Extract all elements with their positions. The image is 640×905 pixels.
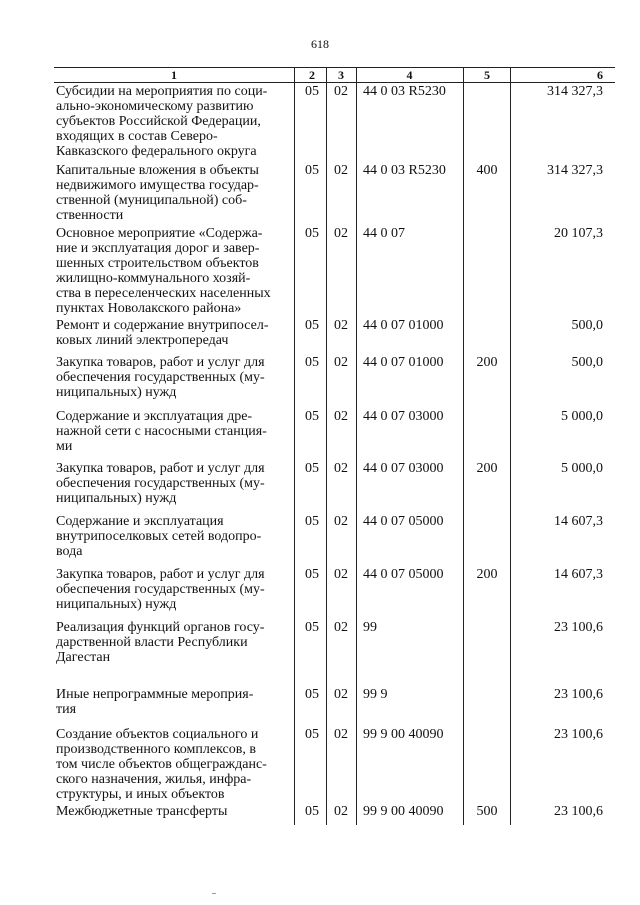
row-subsection: 02 <box>334 355 348 370</box>
row-section: 05 <box>305 687 319 702</box>
row-target-code: 44 0 03 R5230 <box>363 84 446 99</box>
row-target-code: 44 0 07 03000 <box>363 409 444 424</box>
row-name: Межбюджетные трансферты <box>56 804 228 819</box>
row-subsection: 02 <box>334 163 348 178</box>
row-target-code: 44 0 03 R5230 <box>363 163 446 178</box>
row-amount: 500,0 <box>571 318 603 333</box>
row-name: Иные непрограммные мероприя- тия <box>56 687 254 717</box>
row-section: 05 <box>305 318 319 333</box>
header-col-6: 6 <box>597 68 603 82</box>
table-header <box>54 67 615 83</box>
row-expense-type: 200 <box>476 461 498 476</box>
row-target-code: 99 9 00 40090 <box>363 804 444 819</box>
row-subsection: 02 <box>334 804 348 819</box>
row-subsection: 02 <box>334 318 348 333</box>
row-target-code: 44 0 07 01000 <box>363 318 444 333</box>
row-amount: 23 100,6 <box>554 687 603 702</box>
row-name: Капитальные вложения в объекты недвижимого имущества государ- ственной (муниципальной) соб- ственности <box>56 163 259 223</box>
row-amount: 314 327,3 <box>547 163 603 178</box>
scan-artifact <box>212 893 216 894</box>
row-section: 05 <box>305 226 319 241</box>
header-col-1: 1 <box>171 68 177 82</box>
budget-table <box>54 67 615 819</box>
column-divider <box>326 67 327 825</box>
row-target-code: 44 0 07 05000 <box>363 514 444 529</box>
row-name: Закупка товаров, работ и услуг для обеспечения государственных (му- ниципальных) нужд <box>56 355 265 400</box>
row-subsection: 02 <box>334 567 348 582</box>
row-target-code: 44 0 07 <box>363 226 405 241</box>
row-section: 05 <box>305 567 319 582</box>
row-expense-type: 200 <box>476 355 498 370</box>
row-subsection: 02 <box>334 409 348 424</box>
row-subsection: 02 <box>334 226 348 241</box>
row-subsection: 02 <box>334 687 348 702</box>
row-section: 05 <box>305 84 319 99</box>
row-section: 05 <box>305 355 319 370</box>
row-section: 05 <box>305 163 319 178</box>
row-expense-type: 400 <box>476 163 498 178</box>
row-amount: 314 327,3 <box>547 84 603 99</box>
row-name: Создание объектов социального и производственного комплексов, в том числе объектов общегражданс- ского назначения, жилья, инфра- структуры, и иных объектов <box>56 727 267 802</box>
row-target-code: 99 9 <box>363 687 388 702</box>
header-col-4: 4 <box>406 68 413 82</box>
column-divider <box>510 67 511 825</box>
row-amount: 20 107,3 <box>554 226 603 241</box>
row-target-code: 99 <box>363 620 377 635</box>
row-section: 05 <box>305 804 319 819</box>
row-section: 05 <box>305 620 319 635</box>
row-subsection: 02 <box>334 461 348 476</box>
row-name: Ремонт и содержание внутрипосел- ковых линий электропередач <box>56 318 269 348</box>
row-expense-type: 500 <box>476 804 498 819</box>
row-amount: 23 100,6 <box>554 620 603 635</box>
row-amount: 23 100,6 <box>554 804 603 819</box>
row-section: 05 <box>305 461 319 476</box>
row-name: Содержание и эксплуатация внутрипоселковых сетей водопро- вода <box>56 514 262 559</box>
row-amount: 14 607,3 <box>554 514 603 529</box>
row-name: Основное мероприятие «Содержа- ние и эксплуатация дорог и завер- шенных строительством объектов жилищно-коммунального хозяй- ства в переселенческих населенных пунктах Новолакского района» <box>56 226 271 316</box>
row-amount: 5 000,0 <box>561 409 603 424</box>
row-name: Закупка товаров, работ и услуг для обеспечения государственных (му- ниципальных) нужд <box>56 461 265 506</box>
row-subsection: 02 <box>334 727 348 742</box>
row-subsection: 02 <box>334 620 348 635</box>
row-amount: 500,0 <box>571 355 603 370</box>
row-section: 05 <box>305 514 319 529</box>
row-subsection: 02 <box>334 84 348 99</box>
row-name: Содержание и эксплуатация дре- нажной сети с насосными станция- ми <box>56 409 267 454</box>
header-col-5: 5 <box>484 68 490 82</box>
row-subsection: 02 <box>334 514 348 529</box>
row-name: Субсидии на мероприятия по соци- ально-экономическому развитию субъектов Российской Федерации, входящих в состав Северо- Кавказского федерального округа <box>56 84 268 159</box>
page-number: 618 <box>311 37 329 51</box>
row-section: 05 <box>305 727 319 742</box>
row-expense-type: 200 <box>476 567 498 582</box>
header-col-3: 3 <box>338 68 344 82</box>
row-target-code: 99 9 00 40090 <box>363 727 444 742</box>
column-divider <box>294 67 295 825</box>
row-target-code: 44 0 07 01000 <box>363 355 444 370</box>
row-amount: 14 607,3 <box>554 567 603 582</box>
row-name: Закупка товаров, работ и услуг для обеспечения государственных (му- ниципальных) нужд <box>56 567 265 612</box>
row-target-code: 44 0 07 05000 <box>363 567 444 582</box>
column-divider <box>356 67 357 825</box>
row-amount: 23 100,6 <box>554 727 603 742</box>
row-name: Реализация функций органов госу- дарственной власти Республики Дагестан <box>56 620 265 665</box>
row-section: 05 <box>305 409 319 424</box>
header-col-2: 2 <box>309 68 315 82</box>
row-target-code: 44 0 07 03000 <box>363 461 444 476</box>
column-divider <box>463 67 464 825</box>
row-amount: 5 000,0 <box>561 461 603 476</box>
